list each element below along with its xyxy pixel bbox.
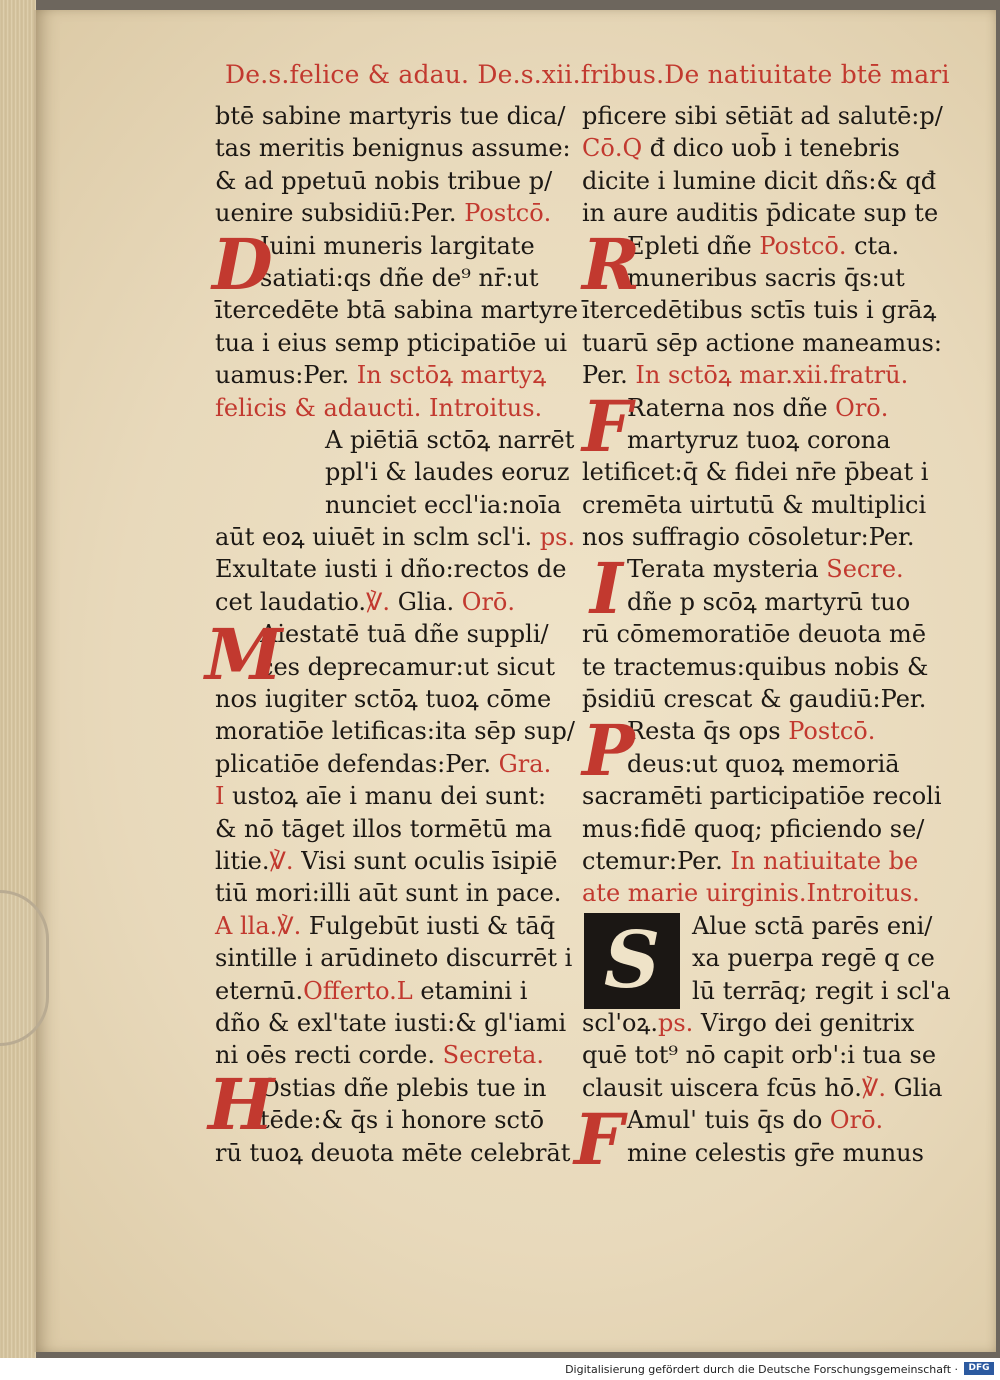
rubric-text: ℣. (269, 846, 294, 875)
rubric-text: Postcō. (759, 231, 847, 260)
initial-i: I (590, 547, 623, 630)
body-text: nunciet eccl'ia:noīa (325, 490, 562, 519)
left-column-line (215, 715, 575, 747)
rubric-text: felicis & adaucti. Introitus. (215, 393, 543, 422)
body-text: uenire subsidiū:Per. (215, 199, 465, 228)
right-column-line (582, 845, 930, 877)
rubric-text: ps. (539, 523, 576, 552)
body-text: Amul' tuis q̄s do (627, 1106, 830, 1135)
body-text: litie. (215, 846, 270, 875)
left-column-line (215, 877, 562, 909)
right-column-line (582, 1104, 930, 1136)
body-text: tēde:& q̄s i honore sctō (260, 1106, 545, 1135)
rubric-text: Postcō. (788, 717, 876, 746)
body-text: mine celestis gr̄e munus (627, 1138, 924, 1167)
left-column-line (215, 165, 555, 197)
body-text: aūt eoꝝ uiuēt in sclm scl'i. (215, 523, 540, 552)
left-column-line (215, 780, 555, 812)
body-text: Glia (885, 1073, 943, 1102)
body-text: clausit uiscera fcūs hō. (582, 1073, 862, 1102)
left-column-line (215, 132, 571, 164)
body-text: p̄sidiū crescat & gaudiū:Per. (582, 685, 927, 714)
right-column-line (582, 553, 930, 585)
right-column-line (582, 1072, 943, 1104)
running-headline: De.s.felice & adau. De.s.xii.fribus.De natiuitate btē mari (225, 60, 950, 89)
left-column-line (215, 845, 558, 877)
body-text: nos suffragio cōsoletur:Per. (582, 523, 915, 552)
body-text: eternū. (215, 976, 304, 1005)
right-column-line (582, 489, 930, 521)
left-column-line (215, 975, 555, 1007)
rubric-text: In sctōꝝ martyꝝ (356, 361, 547, 390)
left-column-line (215, 813, 555, 845)
rubric-text: A lla. (215, 911, 278, 940)
rubric-text: Secreta. (442, 1041, 544, 1070)
body-text: Exultate iusti i dño:rectos de (215, 555, 567, 584)
body-text: Aiestatē tuā dñe suppli/ (260, 620, 549, 649)
body-text: tiū mori:illi aūt sunt in pace. (215, 879, 562, 908)
body-text: ppl'i & laudes eoruz (325, 458, 570, 487)
right-column-line (582, 165, 937, 197)
right-column-line (582, 359, 930, 391)
body-text: dño & exl'tate iusti:& gl'iami (215, 1008, 567, 1037)
body-text: mus:fidē quoq; pficiendo se/ (582, 814, 925, 843)
left-column-line (215, 392, 555, 424)
rubric-text: Postcō. (464, 199, 552, 228)
body-text: martyruz tuoꝝ corona (627, 425, 891, 454)
body-text: deus:ut quoꝝ memoriā (627, 749, 900, 778)
footer-credit: Digitalisierung gefördert durch die Deutsche Forschungsgemeinschaft · (565, 1363, 958, 1376)
body-text: tuarū sēp actione maneamus: (582, 328, 942, 357)
body-text: Glia. (390, 587, 462, 616)
left-column-line (215, 748, 555, 780)
body-text: ctemur:Per. (582, 846, 731, 875)
rubric-text: ℣. (861, 1073, 886, 1102)
body-text: sintille i arūdineto discurrēt i (215, 944, 573, 973)
body-text: Visi sunt oculis īsipiē (293, 846, 558, 875)
body-text: scl'oꝝ. (582, 1008, 658, 1037)
body-text: rū tuoꝝ deuota mēte celebrāt (215, 1138, 571, 1167)
body-text: A piētiā sctōꝝ narrēt (325, 425, 575, 454)
body-text: Fulgebūt iusti & tāq̄ (301, 911, 556, 940)
left-column-line (215, 910, 555, 942)
left-column-line (215, 359, 555, 391)
body-text: cta. (846, 231, 900, 260)
body-text: nos iugiter sctōꝝ tuoꝝ cōme (215, 685, 552, 714)
initial-f2: F (574, 1098, 624, 1181)
body-text: & nō tāget illos tormētū ma (215, 814, 553, 843)
rubric-text: Gra. (498, 749, 552, 778)
rubric-text: Orō. (461, 587, 516, 616)
body-text: pficere sibi sētiāt ad salutē:p/ (582, 102, 943, 130)
rubric-text: Secre. (826, 555, 904, 584)
body-text: Ostias dñe plebis tue in (260, 1073, 547, 1102)
body-text: etamini i (412, 976, 528, 1005)
body-text: xa puerpa regē q ce (692, 944, 935, 973)
dfg-logo: DFG (964, 1362, 994, 1375)
left-column-line (215, 100, 566, 132)
right-column-line (582, 651, 930, 683)
body-text: moratiōe letificas:ita sēp sup/ (215, 717, 575, 746)
body-text: & ad ppetuū nobis tribue p/ (215, 166, 553, 195)
body-text: ītercedētibus sctīs tuis i grāꝝ (582, 296, 937, 325)
left-column-line (215, 327, 568, 359)
left-column-line (215, 1007, 567, 1039)
initial-p: P (582, 709, 635, 792)
woodcut-initial-s (584, 913, 680, 1009)
right-column-line (582, 813, 930, 845)
initial-h: H (208, 1063, 275, 1146)
body-text: tua i eius semp pticipatiōe ui (215, 328, 568, 357)
body-text: ustoꝝ aīe i manu dei sunt: (224, 782, 547, 811)
rubric-text: ℣. (366, 587, 391, 616)
left-column-line (215, 942, 573, 974)
body-text: btē sabine martyris tue dica/ (215, 102, 566, 130)
left-column-line (215, 489, 562, 521)
body-text: đ dico uob̄ i tenebris (642, 134, 900, 163)
left-column-line (215, 521, 576, 553)
body-text: Raterna nos dñe (627, 393, 836, 422)
rubric-text: In sctōꝝ mar.xii.fratrū. (635, 361, 909, 390)
right-column-line (582, 100, 943, 132)
initial-m: M (205, 613, 283, 696)
rubric-text: In natiuitate be (730, 846, 919, 875)
body-text: Per. (582, 361, 636, 390)
rubric-text: ate marie uirginis.Introitus. (582, 879, 920, 908)
rubric-text: Cō.Q (582, 134, 643, 163)
body-text: Alue sctā parēs eni/ (692, 911, 933, 940)
right-column-line (582, 327, 942, 359)
right-column-line (582, 586, 930, 618)
rubric-text: L (396, 976, 413, 1005)
rubric-text: ps. (657, 1008, 694, 1037)
left-column-line (215, 424, 575, 456)
body-text: Terata mysteria (627, 555, 827, 584)
page-edges (0, 0, 36, 1358)
right-column-line (582, 132, 930, 164)
body-text: sacramēti participatiōe recoli (582, 782, 942, 811)
page-clip (0, 890, 49, 1046)
body-text: Iuini muneris largitate (260, 231, 535, 260)
body-text: lū terrāq; regit i scl'a (692, 976, 951, 1005)
body-text: ces deprecamur:ut sicut (260, 652, 555, 681)
body-text: ītercedēte btā sabina martyre (215, 296, 579, 325)
right-column-line (582, 424, 930, 456)
right-column-line (582, 618, 930, 650)
body-text: Resta q̄s ops (627, 717, 789, 746)
initial-r: R (582, 223, 641, 306)
right-column-line (582, 1039, 937, 1071)
body-text: ni oēs recti corde. (215, 1041, 443, 1070)
body-text: Virgo dei genitrix (693, 1008, 915, 1037)
body-text: plicatiōe defendas:Per. (215, 749, 499, 778)
left-column-line (215, 553, 567, 585)
right-column-line (582, 1007, 930, 1039)
body-text: dñe p scōꝝ martyrū tuo (627, 587, 911, 616)
rubric-text: Offerto. (303, 976, 397, 1005)
body-text: cet laudatio. (215, 587, 367, 616)
left-column-line (215, 456, 570, 488)
body-text: cremēta uirtutū & multiplici (582, 490, 927, 519)
body-text: Epleti dñe (627, 231, 760, 260)
right-column-line (582, 1137, 930, 1169)
initial-d: D (212, 223, 273, 306)
body-text: letificet:q̄ & fidei nr̄e p̄beat i (582, 458, 929, 487)
rubric-text: Orō. (829, 1106, 884, 1135)
body-text: tas meritis benignus assume: (215, 134, 571, 163)
right-column-line (582, 456, 930, 488)
body-text: quē tot⁹ nō capit orb':i tua se (582, 1041, 937, 1070)
right-column-line (582, 392, 930, 424)
rubric-text: ℣. (277, 911, 302, 940)
initial-f: F (582, 385, 632, 468)
woodcut-letter: S (603, 915, 661, 1006)
body-text: dicite i lumine dicit dñs:& qđ (582, 166, 937, 195)
body-text: te tractemus:quibus nobis & (582, 652, 929, 681)
body-text: in aure auditis p̄dicate sup te (582, 199, 939, 228)
rubric-text: I (215, 782, 225, 811)
body-text: muneribus sacris q̄s:ut (627, 263, 905, 292)
body-text: uamus:Per. (215, 361, 357, 390)
body-text: rū cōmemoratiōe deuota mē (582, 620, 927, 649)
right-column-line (582, 877, 930, 909)
body-text: satiati:qs dñe de⁹ nr̄:ut (260, 263, 539, 292)
rubric-text: Orō. (835, 393, 889, 422)
right-column-line (582, 521, 930, 553)
